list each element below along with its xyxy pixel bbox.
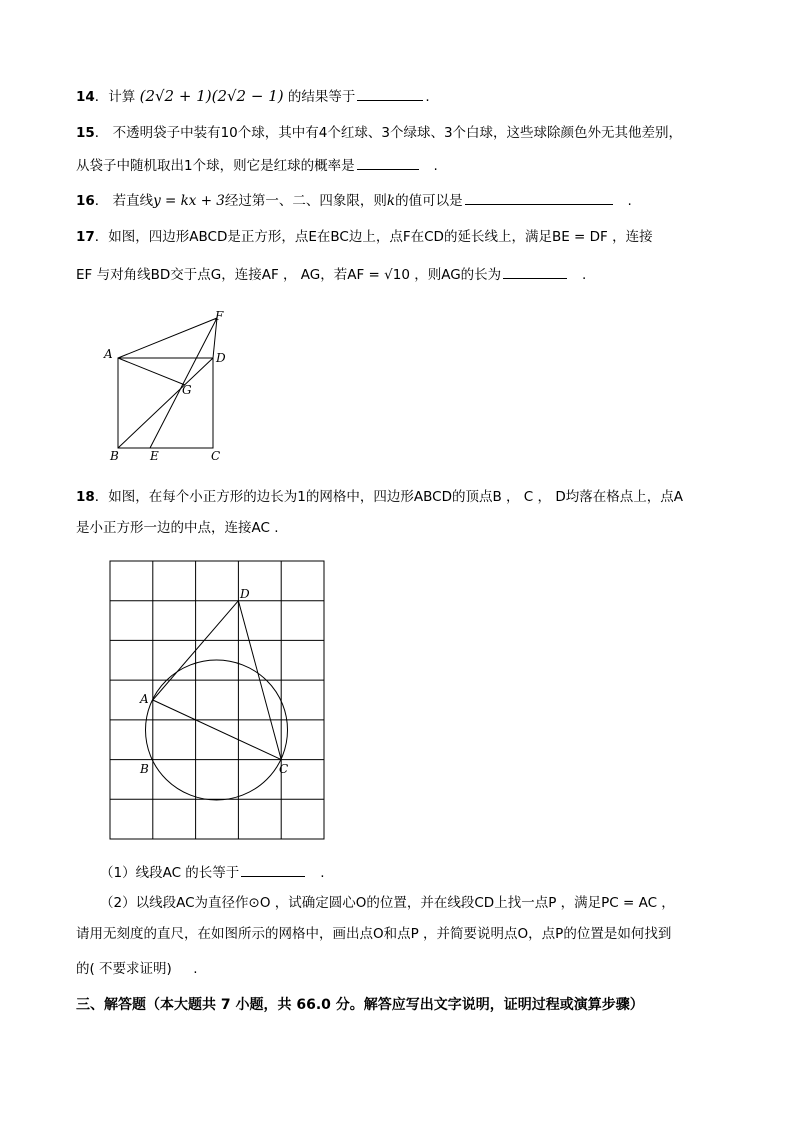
question-17-line-1 — [76, 227, 653, 247]
question-text: 是小正方形一边的中点，连接AC . — [76, 520, 279, 536]
question-text: 的值可以是 — [395, 193, 463, 209]
diagonal-bd — [118, 358, 213, 448]
answer-blank[interactable] — [503, 264, 567, 279]
punct: . — [433, 158, 438, 174]
label-c: C — [279, 762, 289, 776]
question-text: 从袋子中随机取出1个球，则它是红球的概率是 — [76, 158, 355, 174]
question-text: 的( 不要求证明) — [76, 961, 172, 977]
question-number: 15 — [76, 125, 95, 141]
question-18-line-1 — [76, 487, 683, 507]
label-d: D — [240, 587, 250, 601]
question-text: ． 若直线 — [94, 193, 154, 209]
figure-18-grid-diagram — [100, 555, 340, 850]
punct: . — [425, 89, 430, 105]
question-15-line-2 — [76, 155, 438, 176]
label-a: A — [140, 692, 149, 706]
question-text: EF 与对角线BD交于点G，连接AF ， AG，若AF = √10 ，则AG的长为 — [76, 267, 502, 283]
segment-ag — [118, 358, 185, 385]
question-text: ． 不透明袋子中装有10个球，其中有4个红球、3个绿球、3个白球，这些球除颜色外无其他差别， — [94, 125, 683, 141]
answer-blank[interactable] — [357, 86, 423, 101]
answer-blank[interactable] — [465, 190, 613, 205]
label-a: A — [104, 347, 113, 361]
label-e: E — [150, 449, 159, 463]
question-text: 的结果等于 — [287, 89, 356, 105]
answer-blank[interactable] — [357, 155, 419, 170]
question-16 — [76, 190, 632, 211]
question-text: ．如图，在每个小正方形的边长为1的网格中，四边形ABCD的顶点B ， C ， D均落在格点上，点A — [94, 489, 683, 505]
figure-17-square-diagram — [98, 300, 238, 470]
label-b: B — [110, 449, 119, 463]
question-text: ．计算 — [94, 89, 136, 105]
segment-af — [118, 318, 217, 358]
section-3-heading: 三、解答题（本大题共 7 小题，共 66.0 分。解答应写出文字说明，证明过程或演算步骤） — [76, 997, 644, 1013]
label-f: F — [215, 309, 224, 323]
punct: . — [627, 193, 632, 209]
question-17-line-2 — [76, 264, 586, 285]
question-15-line-1 — [76, 123, 682, 143]
label-d: D — [216, 351, 226, 365]
question-18-part-2-line-3 — [76, 959, 198, 979]
question-number: 16 — [76, 193, 95, 209]
question-number: 17 — [76, 229, 95, 245]
question-text: 经过第一、二、四象限，则 — [224, 193, 387, 209]
question-text: （2）以线段AC为直径作⊙O ，试确定圆心O的位置，并在线段CD上找一点P ，满足PC = AC ， — [100, 895, 675, 911]
question-text: （1）线段AC 的长等于 — [100, 865, 240, 881]
question-text: ．如图，四边形ABCD是正方形，点E在BC边上，点F在CD的延长线上，满足BE = DF ，连接 — [94, 229, 653, 245]
question-number: 14 — [76, 89, 95, 105]
label-g: G — [182, 383, 192, 397]
question-18-part-1 — [100, 862, 324, 883]
math-expression: (2√2 + 1)(2√2 − 1) — [139, 87, 284, 105]
question-18-line-2 — [76, 518, 279, 538]
question-18-part-2-line-2 — [76, 924, 671, 944]
punct: . — [193, 961, 198, 977]
answer-blank[interactable] — [241, 862, 305, 877]
punct: . — [582, 267, 587, 283]
question-18-part-2-line-1 — [100, 893, 675, 913]
question-number: 18 — [76, 489, 95, 505]
punct: . — [320, 865, 325, 881]
math-variable: k — [386, 193, 396, 209]
math-expression: y = kx + 3 — [153, 193, 225, 209]
label-b: B — [140, 762, 149, 776]
label-c: C — [211, 449, 221, 463]
question-14 — [76, 86, 430, 107]
question-text: 请用无刻度的直尺，在如图所示的网格中，画出点O和点P ，并简要说明点O，点P的位置是如何找到 — [76, 926, 672, 942]
segment-ac — [153, 700, 281, 760]
